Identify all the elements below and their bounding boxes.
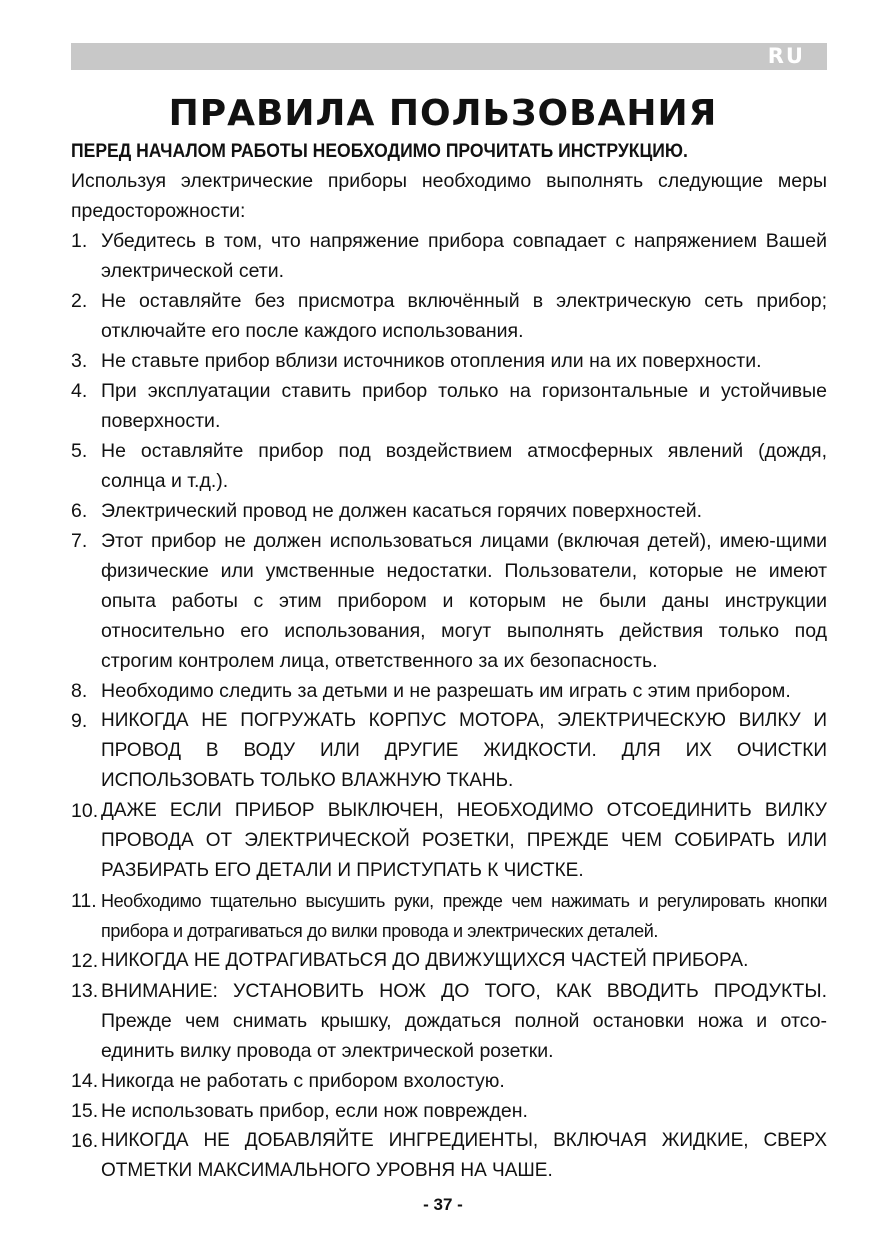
- rules-list: [71, 226, 827, 1186]
- rule-text: Необходимо следить за детьми и не разрешать им играть с этим прибором.: [101, 680, 791, 702]
- rule-text: Электрический провод не должен касаться горячих поверхностей.: [101, 500, 703, 522]
- rule-number: 7.: [71, 530, 88, 552]
- rule-number: 14.: [71, 1070, 99, 1092]
- page-title: ПРАВИЛА ПОЛЬЗОВАНИЯ: [168, 93, 718, 134]
- rule-number: 16.: [71, 1130, 99, 1152]
- rule-item: [71, 496, 827, 526]
- rule-number: 6.: [71, 500, 88, 522]
- rule-text: ДАЖЕ ЕСЛИ ПРИБОР ВЫКЛЮЧЕН, НЕОБХОДИМО ОТСОЕДИНИТЬ ВИЛКУ ПРОВОДА ОТ ЭЛЕКТРИЧЕСКОЙ РОЗЕТКИ, ПРЕЖДЕ ЧЕМ СОБИРАТЬ ИЛИ РАЗБИРАТЬ ЕГО ДЕТАЛИ И ПРИСТУПАТЬ К ЧИСТКЕ.: [101, 800, 827, 881]
- rule-item: [71, 796, 827, 886]
- rule-text: Не ставьте прибор вблизи источников отопления или на их поверхности.: [101, 350, 762, 372]
- rule-item: [71, 1096, 827, 1126]
- instructions-content: [71, 166, 827, 1186]
- language-code: RU: [767, 44, 805, 68]
- rule-number: 9.: [71, 710, 88, 732]
- rule-text: НИКОГДА НЕ ПОГРУЖАТЬ КОРПУС МОТОРА, ЭЛЕКТРИЧЕСКУЮ ВИЛКУ И ПРОВОД В ВОДУ ИЛИ ДРУГИЕ ЖИДКОСТИ. ДЛЯ ИХ ОЧИСТКИ ИСПОЛЬЗОВАТЬ ТОЛЬКО ВЛАЖНУЮ ТКАНЬ.: [101, 710, 827, 791]
- rule-item: [71, 676, 827, 706]
- rule-number: 3.: [71, 350, 88, 372]
- rule-item: [71, 376, 827, 436]
- rule-item: [71, 706, 827, 796]
- page-subtitle: ПЕРЕД НАЧАЛОМ РАБОТЫ НЕОБХОДИМО ПРОЧИТАТЬ ИНСТРУКЦИЮ.: [71, 140, 688, 162]
- rule-text: НИКОГДА НЕ ДОТРАГИВАТЬСЯ ДО ДВИЖУЩИХСЯ ЧАСТЕЙ ПРИБОРА.: [101, 950, 749, 971]
- rule-item: [71, 946, 827, 976]
- rule-number: 8.: [71, 680, 88, 702]
- rule-text: Необходимо тщательно высушить руки, прежде чем нажимать и регулировать кнопки прибора и дотрагиваться до вилки провода и электрических деталей.: [101, 891, 827, 941]
- rule-text: Не оставляйте без присмотра включённый в электрическую сеть прибор; отключайте его после каждого использования.: [101, 290, 827, 342]
- intro-paragraph: Используя электрические приборы необходимо выполнять следующие меры предосторожности:: [71, 170, 827, 222]
- rule-number: 4.: [71, 380, 88, 402]
- rule-item: [71, 976, 827, 1066]
- rule-text: ВНИМАНИЕ: УСТАНОВИТЬ НОЖ ДО ТОГО, КАК ВВОДИТЬ ПРОДУКТЫ. Прежде чем снимать крышку, дождаться полной остановки ножа и отсо-единить вилку провода от электрической розетки.: [101, 980, 827, 1062]
- rule-number: 5.: [71, 440, 88, 462]
- rule-number: 15.: [71, 1100, 99, 1122]
- rule-item: [71, 346, 827, 376]
- rule-number: 12.: [71, 950, 99, 972]
- rule-item: [71, 526, 827, 676]
- rule-item: [71, 1066, 827, 1096]
- rule-text: Никогда не работать с прибором вхолостую.: [101, 1070, 505, 1092]
- rule-item: [71, 436, 827, 496]
- rule-number: 10.: [71, 800, 99, 822]
- rule-number: 2.: [71, 290, 88, 312]
- rule-item: [71, 226, 827, 286]
- rule-text: Не использовать прибор, если нож поврежден.: [101, 1100, 528, 1122]
- rule-number: 11.: [71, 890, 97, 912]
- rule-text: При эксплуатации ставить прибор только на горизонтальные и устойчивые поверхности.: [101, 380, 827, 432]
- rule-item: [71, 1126, 827, 1186]
- language-bar: [71, 43, 827, 70]
- rule-text: Не оставляйте прибор под воздействием атмосферных явлений (дождя, солнца и т.д.).: [101, 440, 827, 492]
- rule-text: Убедитесь в том, что напряжение прибора совпадает с напряжением Вашей электрической сети.: [101, 230, 827, 282]
- page-number: - 37 -: [423, 1195, 463, 1214]
- rule-number: 1.: [71, 230, 88, 252]
- rule-number: 13.: [71, 980, 99, 1002]
- rule-text: НИКОГДА НЕ ДОБАВЛЯЙТЕ ИНГРЕДИЕНТЫ, ВКЛЮЧАЯ ЖИДКИЕ, СВЕРХ ОТМЕТКИ МАКСИМАЛЬНОГО УРОВНЯ НА ЧАШЕ.: [101, 1130, 827, 1181]
- rule-text: Этот прибор не должен использоваться лицами (включая детей), имею-щими физические или умственные недостатки. Пользователи, которые не имеют опыта работы с этим прибором и которым не были даны инструкции относительно его использования, могут выполнять действия только под строгим контролем лица, ответственного за их безопасность.: [101, 530, 827, 672]
- rule-item: [71, 286, 827, 346]
- rule-item: [71, 886, 827, 946]
